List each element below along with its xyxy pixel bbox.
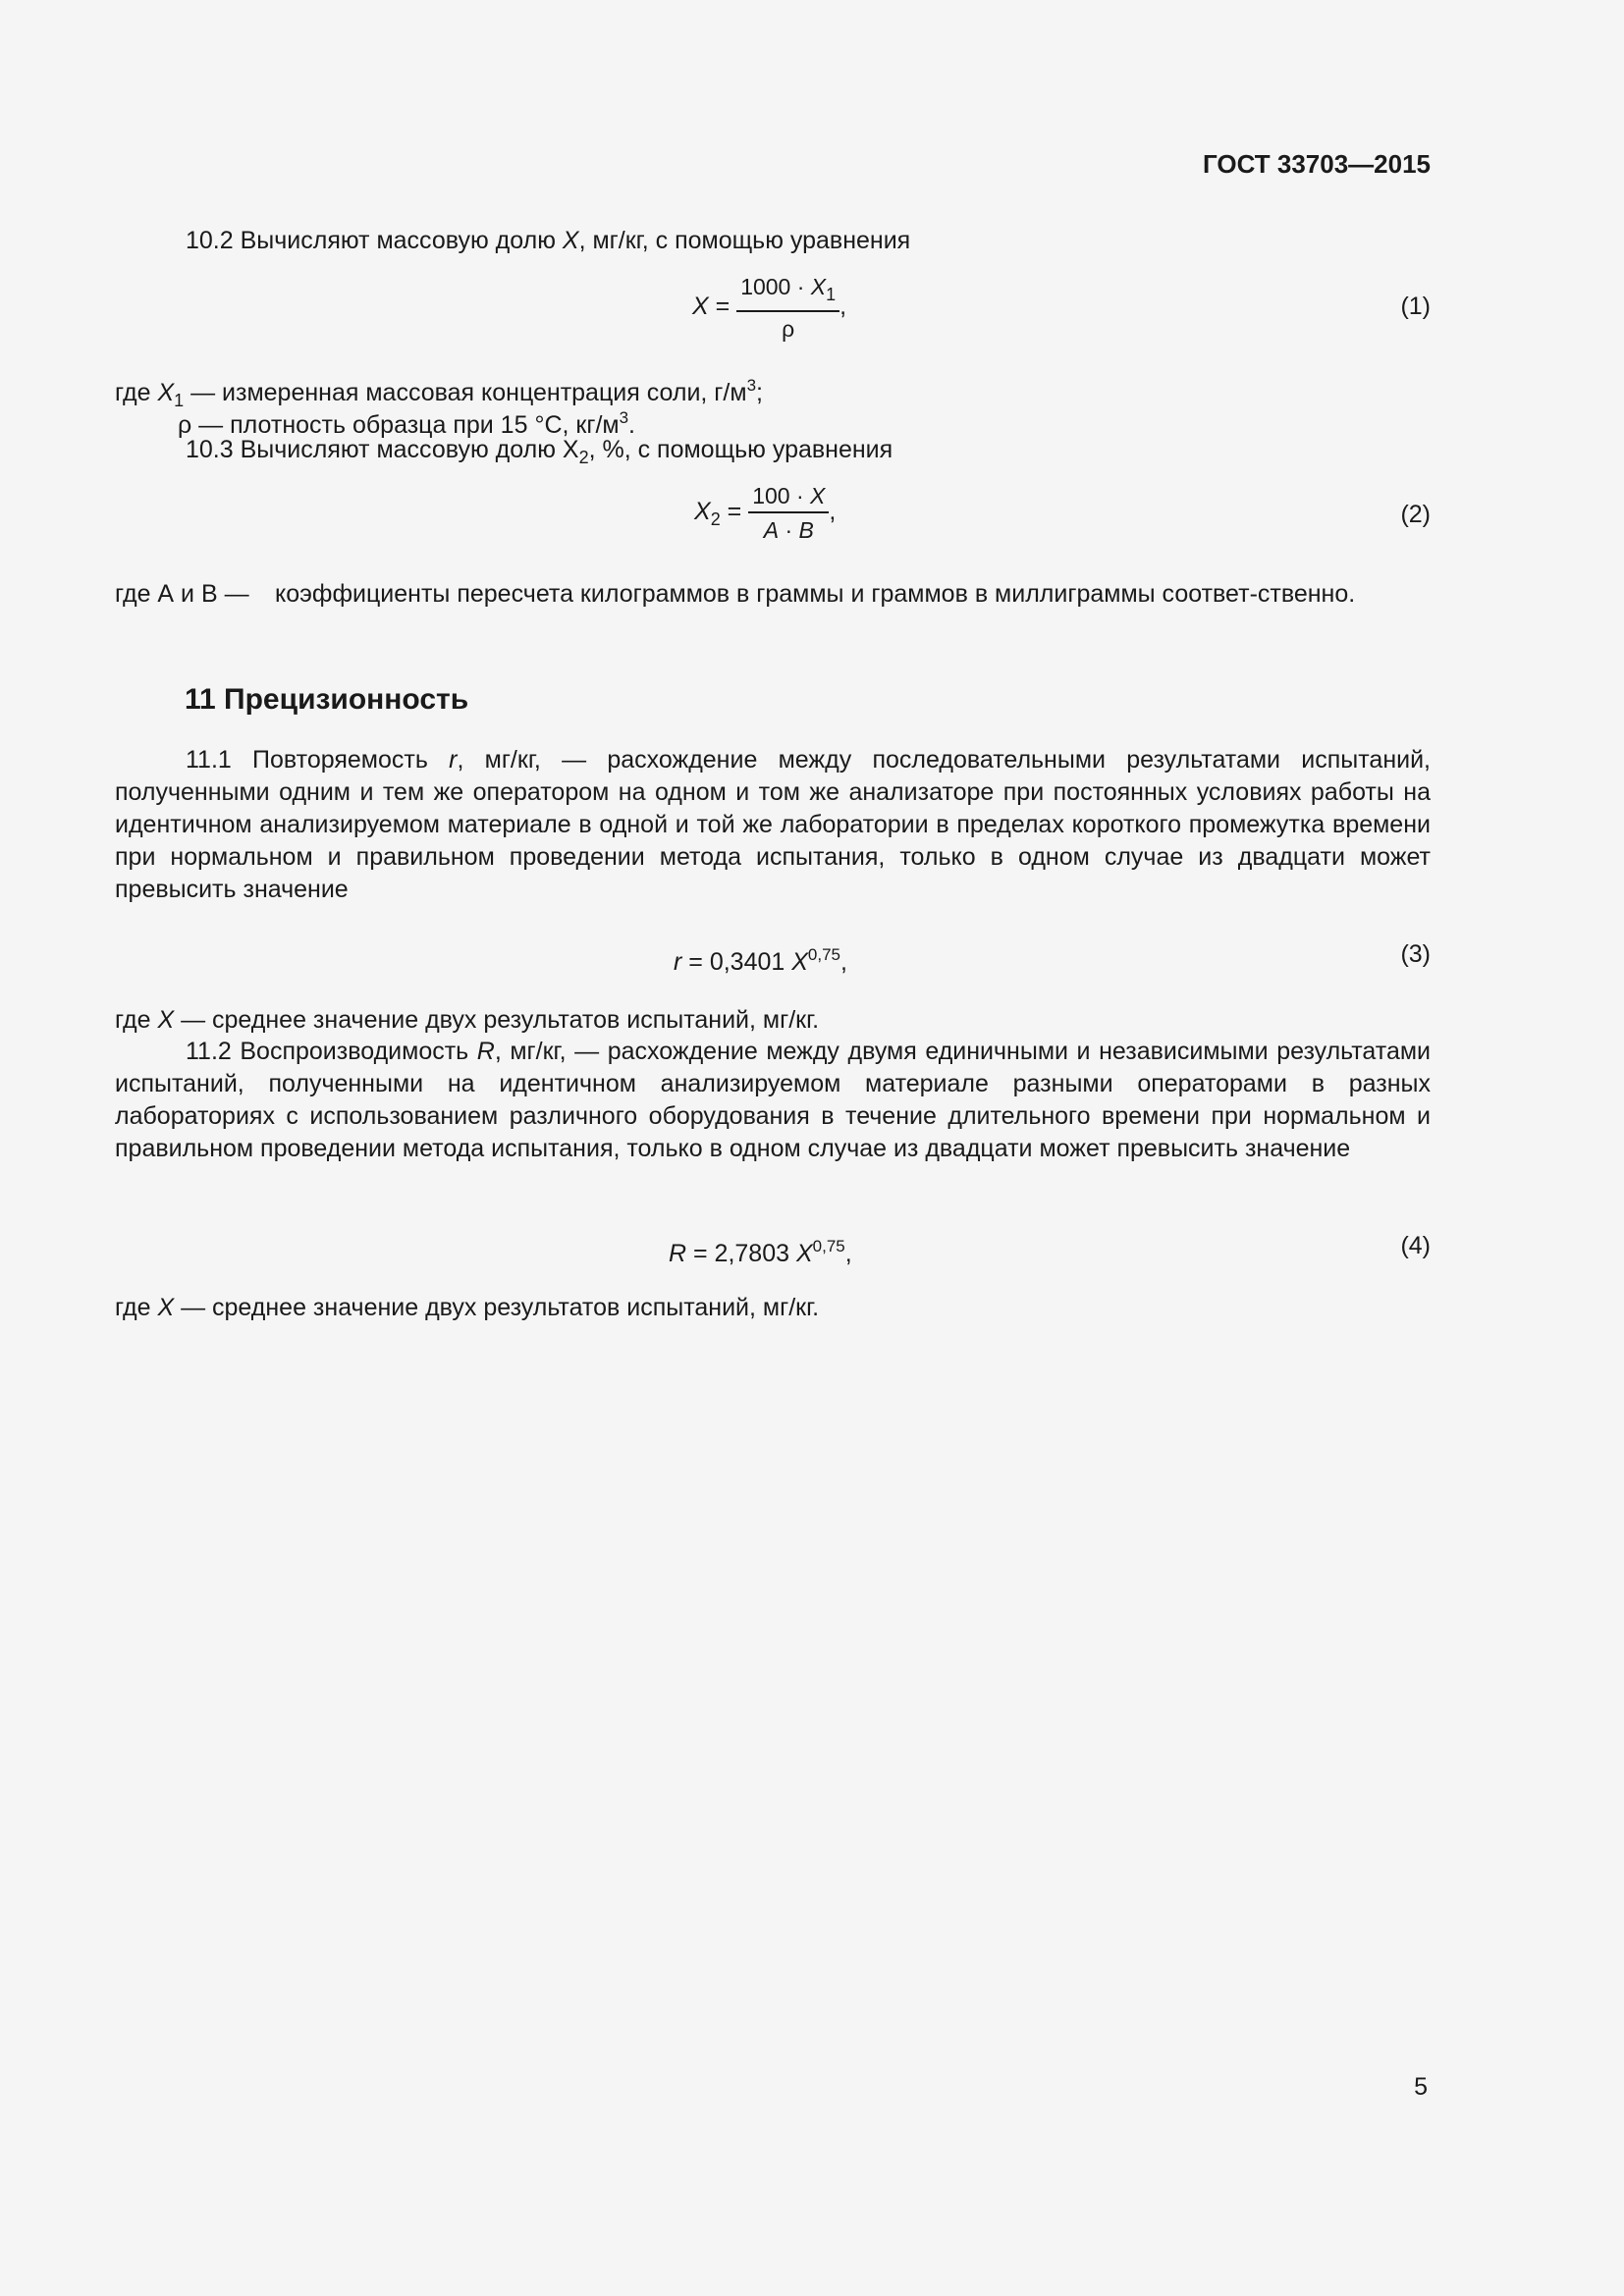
- equation-3: r = 0,3401 X$^{0,75}$,: [674, 945, 847, 976]
- fraction: $\frac{100 \cdot X}{A \cdot B}$: [748, 482, 829, 544]
- where-rho: ρ — плотность образца при 15 °С, $кг/м^3$.: [178, 408, 635, 439]
- equation-4: R = 2,7803 X$^{0,75}$,: [669, 1237, 852, 1267]
- equation-2: $X_2$ = $\frac{100 \cdot X}{A \cdot B}$ ,: [694, 483, 837, 543]
- equation-1: X = $\frac{1000 \cdot X_1}{\rho}$ ,: [692, 274, 847, 342]
- where-x-mean-1: где X — среднее значение двух результатов испытаний, мг/кг.: [115, 1006, 820, 1034]
- where-x-mean-2: где X — среднее значение двух результатов испытаний, мг/кг.: [115, 1294, 820, 1321]
- fraction: $\frac{1000 \cdot X_1}{\rho}$: [736, 273, 839, 343]
- paragraph-10-3: 10.3 Вычисляют массовую долю $X_2$, %, с помощью уравнения: [186, 436, 893, 467]
- paragraph-11-2: 11.2 Воспроизводимость R, мг/кг, — расхождение между двумя единичными и независимыми результатами испытаний, полученными на идентичном анализируемом материале разными операторами в разных лабораториях с использованием различного оборудования в течение длительного времени при нормальном и правильном проведении метода испытания, только в одном случае из двадцати может превысить значение: [115, 1038, 1431, 1162]
- paragraph-10-2: 10.2 Вычисляют массовую долю X, мг/кг, с помощью уравнения: [186, 227, 911, 254]
- where-x1: где $X_1$ — измеренная массовая концентрация соли, $г/м^3$;: [115, 376, 763, 410]
- equation-number-3: (3): [1400, 940, 1431, 968]
- equation-number-1: (1): [1400, 293, 1431, 320]
- section-heading: 11 Прецизионность: [185, 683, 469, 716]
- page-number: 5: [1414, 2073, 1428, 2101]
- paragraph-11-1: 11.1 Повторяемость r, мг/кг, — расхождение между последовательными результатами испытаний, полученными одним и тем же оператором на одном и том же анализаторе при постоянных условиях работы на идентичном анализируемом материале в одной и той же лаборатории в пределах короткого промежутка времени при нормальном и правильном проведении метода испытания, только в одном случае из двадцати может превысить значение: [115, 746, 1431, 903]
- document-header: ГОСТ 33703—2015: [1203, 149, 1431, 179]
- where-a-b: где А и В — коэффициенты пересчета килограммов в граммы и граммов в миллиграммы соответ-ственно.: [115, 580, 1356, 608]
- equation-number-4: (4): [1400, 1232, 1431, 1259]
- equation-number-2: (2): [1400, 501, 1431, 528]
